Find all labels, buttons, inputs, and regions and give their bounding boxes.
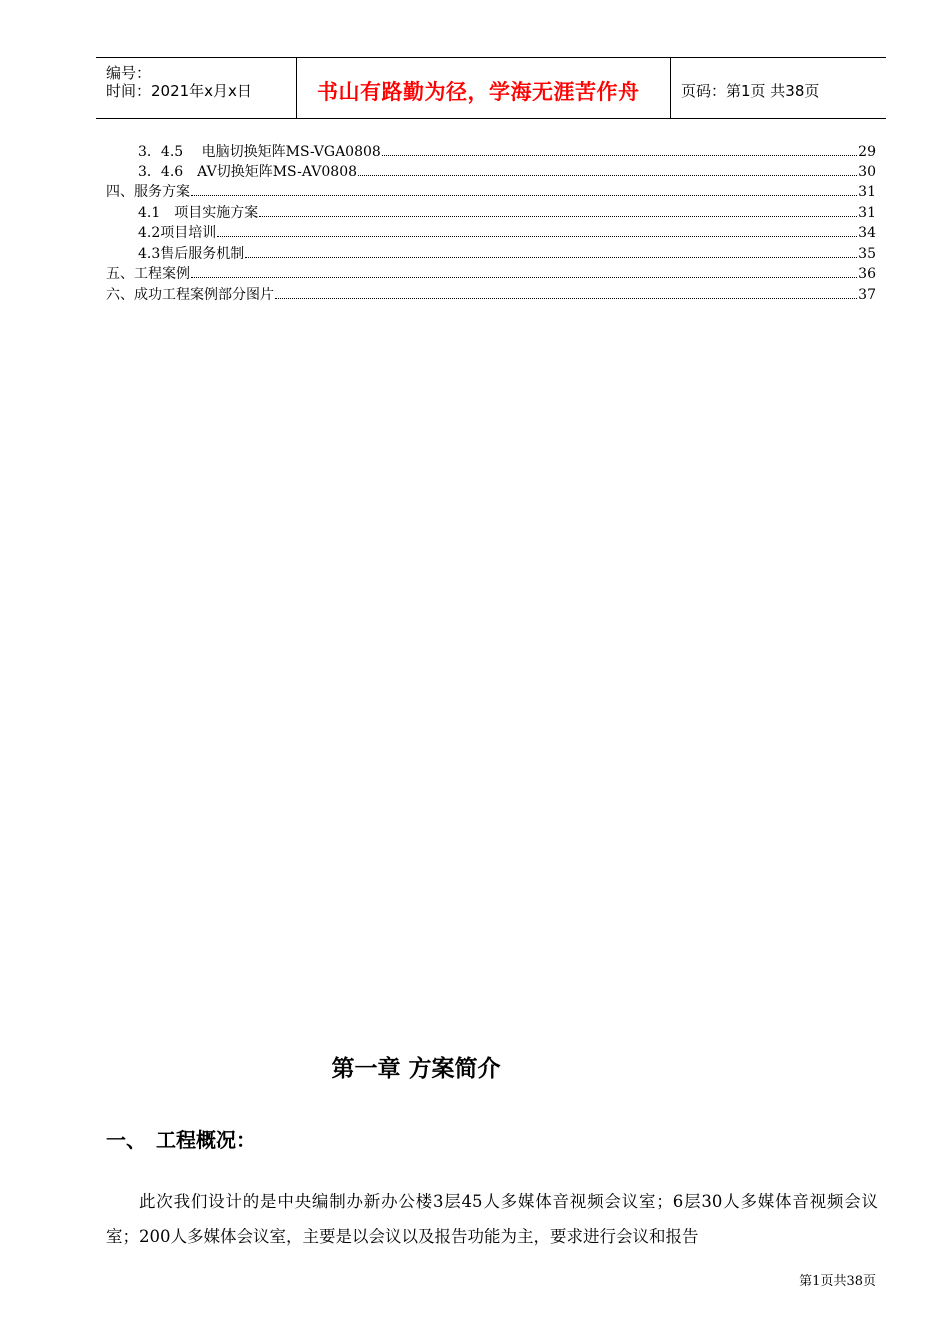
- toc-entry-text: 3．4.5 电脑切换矩阵MS-VGA0808: [138, 144, 381, 160]
- page-header: [96, 57, 886, 119]
- toc-leader: [275, 298, 857, 299]
- header-meta-cell: [96, 58, 297, 118]
- section-title: 一、 工程概况：: [106, 1128, 256, 1152]
- toc-entry-page: 29: [858, 144, 876, 160]
- header-page-info: 页码：第1页 共38页: [681, 82, 820, 100]
- page-footer: 第1页共38页: [799, 1274, 876, 1289]
- toc-leader: [382, 155, 857, 156]
- toc-entry-text: 3．4.6 AV切换矩阵MS-AV0808: [138, 164, 358, 180]
- toc-entry-page: 37: [858, 287, 876, 303]
- toc-entry-text: 四、服务方案: [106, 184, 190, 200]
- chapter-title: 第一章 方案简介: [331, 1056, 501, 1082]
- toc-entry-text: 五、工程案例: [106, 266, 190, 282]
- toc-entry-text: 六、成功工程案例部分图片: [106, 287, 274, 303]
- toc-entry-page: 35: [858, 246, 876, 262]
- toc-entry[interactable]: [106, 264, 876, 284]
- toc-leader: [245, 257, 857, 258]
- toc-leader: [191, 195, 857, 196]
- toc-leader: [259, 216, 857, 217]
- toc-entry[interactable]: [106, 142, 876, 162]
- toc-entry-page: 31: [858, 184, 876, 200]
- toc-entry-text: 4.2项目培训: [138, 225, 217, 241]
- header-motto: 书山有路勤为径，学海无涯苦作舟: [317, 80, 640, 104]
- toc-entry-page: 30: [858, 164, 876, 180]
- toc-entry[interactable]: [106, 203, 876, 223]
- toc-entry-page: 34: [858, 225, 876, 241]
- toc-entry-text: 4.3售后服务机制: [138, 246, 245, 262]
- toc-leader: [358, 175, 857, 176]
- header-page-cell: [671, 58, 886, 118]
- body-paragraph: 此次我们设计的是中央编制办新办公楼3层45人多媒体音视频会议室；6层30人多媒体音视频会议室；200人多媒体会议室，主要是以会议以及报告功能为主，要求进行会议和报告: [106, 1192, 878, 1246]
- header-number-label: 编号：: [106, 64, 152, 82]
- toc-entry[interactable]: [106, 223, 876, 243]
- toc-leader: [191, 277, 857, 278]
- header-time-label: 时间：2021年x月x日: [106, 82, 252, 100]
- toc-entry-page: 31: [858, 205, 876, 221]
- toc-entry[interactable]: [106, 285, 876, 305]
- header-motto-cell: [297, 58, 671, 118]
- toc-entry[interactable]: [106, 244, 876, 264]
- toc-entry[interactable]: [106, 182, 876, 202]
- toc-leader: [217, 236, 857, 237]
- toc-entry[interactable]: [106, 162, 876, 182]
- toc-entry-page: 36: [858, 266, 876, 282]
- toc-entry-text: 4.1 项目实施方案: [138, 205, 259, 221]
